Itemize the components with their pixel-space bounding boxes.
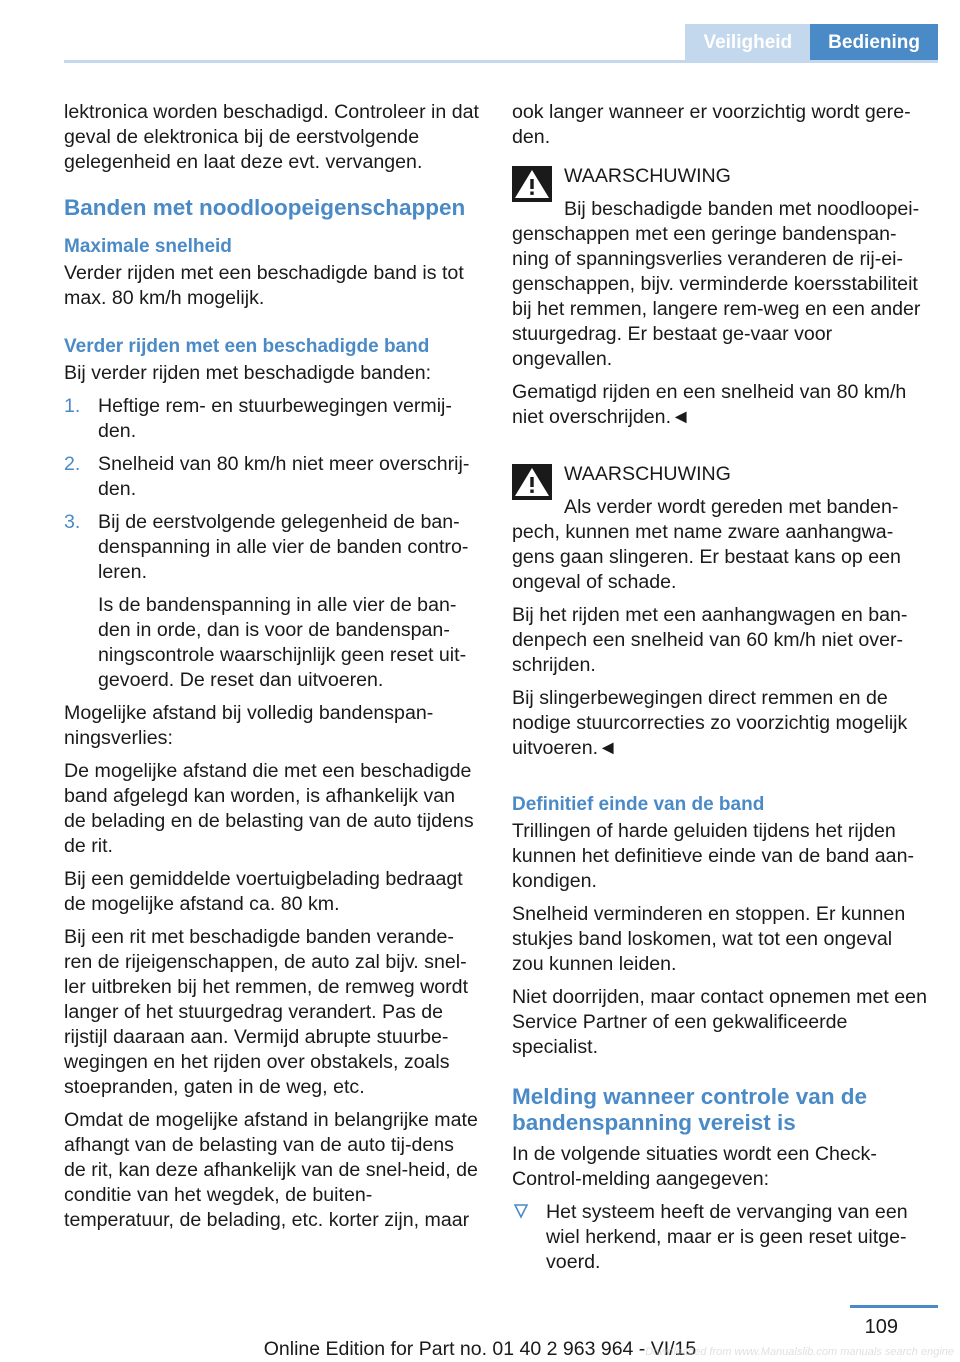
intro-paragraph: lektronica worden beschadigd. Controleer in dat geval de elektronica bij de eerstvolgende gelegenheid en laat deze evt. vervangen. [64,101,479,173]
subheading-end-of-tire: Definitief einde van de band [512,794,765,815]
warning-text: Als verder wordt gereden met banden-pech, kunnen met name zware aanhangwa-gens gaan slingeren. Er bestaat kans op een ongeval of schade. [512,496,901,593]
continued-paragraph: ook langer wanneer er voorzichtig wordt gere-den. [512,101,911,148]
tab-section[interactable]: Veiligheid [685,24,810,62]
message-paragraph: In de volgende situaties wordt een Check-Control-melding aangegeven: [512,1143,877,1190]
bullet-text: Het systeem heeft de vervanging van een wiel herkend, maar er is geen reset uitge-voerd. [546,1201,908,1273]
distance-paragraph-2: Bij een gemiddelde voertuigbelading bedraagt de mogelijke afstand ca. 80 km. [64,868,463,915]
warning-box-2 [512,462,928,769]
triangle-bullet-icon [514,1202,528,1220]
end-paragraph-1: Trillingen of harde geluiden tijdens het rijden kunnen het definitieve einde van de band aan-kondigen. [512,820,914,892]
step-extra-text: Is de bandenspanning in alle vier de ban-den in orde, dan is voor de bandenspan-ningscontrole waarschijnlijk geen reset uit-gevoerd. De reset dan uitvoeren. [98,594,467,691]
tab-chapter[interactable]: Bediening [810,24,938,62]
footer-rule [850,1305,938,1308]
distance-label: Mogelijke afstand bij volledig bandenspan-ningsverlies: [64,702,434,749]
warning-triangle-icon [512,166,552,202]
warning-text-2: Gematigd rijden en een snelheid van 80 km/h niet overschrijden.◄ [512,381,907,428]
end-paragraph-3: Niet doorrijden, maar contact opnemen met een Service Partner of een gekwalificeerde specialist. [512,986,927,1058]
step-number: 2. [64,453,81,475]
list-item [64,452,480,502]
max-speed-paragraph: Verder rijden met een beschadigde band is tot max. 80 km/h mogelijk. [64,262,464,309]
warning-text-2: Bij het rijden met een aanhangwagen en ban-denpech een snelheid van 60 km/h niet over-schrijden. [512,604,908,676]
warning-title: WAARSCHUWING [564,463,731,485]
warning-triangle-icon [512,464,552,500]
distance-paragraph-1: De mogelijke afstand die met een beschadigde band afgelegd kan worden, is afhankelijk van de belading en de belasting van de auto tijdens de rit. [64,760,474,857]
steps-list [64,394,480,693]
page-number: 109 [864,1316,898,1338]
step-number: 3. [64,511,81,533]
step-number: 1. [64,395,81,417]
header-tabs [685,24,938,62]
section-heading-message: Melding wanneer controle van de bandenspanning vereist is [512,1084,868,1135]
continue-paragraph: Bij verder rijden met beschadigde banden: [64,362,432,384]
footer-edition: Online Edition for Part no. 01 40 2 963 964 - VI/15 [263,1338,697,1360]
step-text: Snelheid van 80 km/h niet meer overschrij-den. [98,453,470,500]
warning-text: Bij beschadigde banden met noodloopei-genschappen met een geringe bandenspan-ning of spanningsverlies veranderen de rij-ei-genschappen, bijv. verminderde koersstabiliteit bij het remmen, langere rem-weg en een ander stuurgedrag. Er bestaat ge-vaar voor ongevallen. [512,198,921,370]
step-text: Bij de eerstvolgende gelegenheid de ban-denspanning in alle vier de banden contro-leren. [98,511,469,583]
distance-paragraph-4: Omdat de mogelijke afstand in belangrijke mate afhangt van de belasting van de auto tij-dens de rit, kan deze afhankelijk van de snel-heid, de conditie van het wegdek, de buiten-temperatuur, de belading, etc. korter zijn, maar [64,1109,478,1231]
distance-paragraph-3: Bij een rit met beschadigde banden verande-ren de rijeigenschappen, de auto zal bijv. snel-ler uitbreken bij het remmen, de remweg wordt langer of het stuurgedrag verandert. Pas de rijstijl daaraan aan. Vermijd abrupte stuurbe-wegingen en het rijden over obstakels, zoals stoepranden, gaten in de weg, etc. [64,926,469,1098]
section-heading-runflat: Banden met noodloopeigenschappen [64,195,466,220]
subheading-continue-driving: Verder rijden met een beschadigde band [64,336,430,357]
warning-box-1 [512,164,928,438]
list-item [64,510,480,693]
end-paragraph-2: Snelheid verminderen en stoppen. Er kunnen stukjes band loskomen, wat tot een ongeval zou kunnen leiden. [512,903,906,975]
list-item [512,1200,928,1275]
watermark: Downloaded from www.Manualslib.com manuals search engine [645,1346,954,1358]
bullet-list [512,1200,928,1275]
subheading-max-speed: Maximale snelheid [64,236,232,257]
left-column [64,100,480,1241]
warning-text-3: Bij slingerbewegingen direct remmen en de nodige stuurcorrecties zo voorzichtig mogelijk uitvoeren.◄ [512,687,908,759]
header-rule [64,60,938,63]
right-column [512,100,928,1283]
list-item [64,394,480,444]
warning-title: WAARSCHUWING [564,165,731,187]
step-text: Heftige rem- en stuurbewegingen vermij-den. [98,395,452,442]
